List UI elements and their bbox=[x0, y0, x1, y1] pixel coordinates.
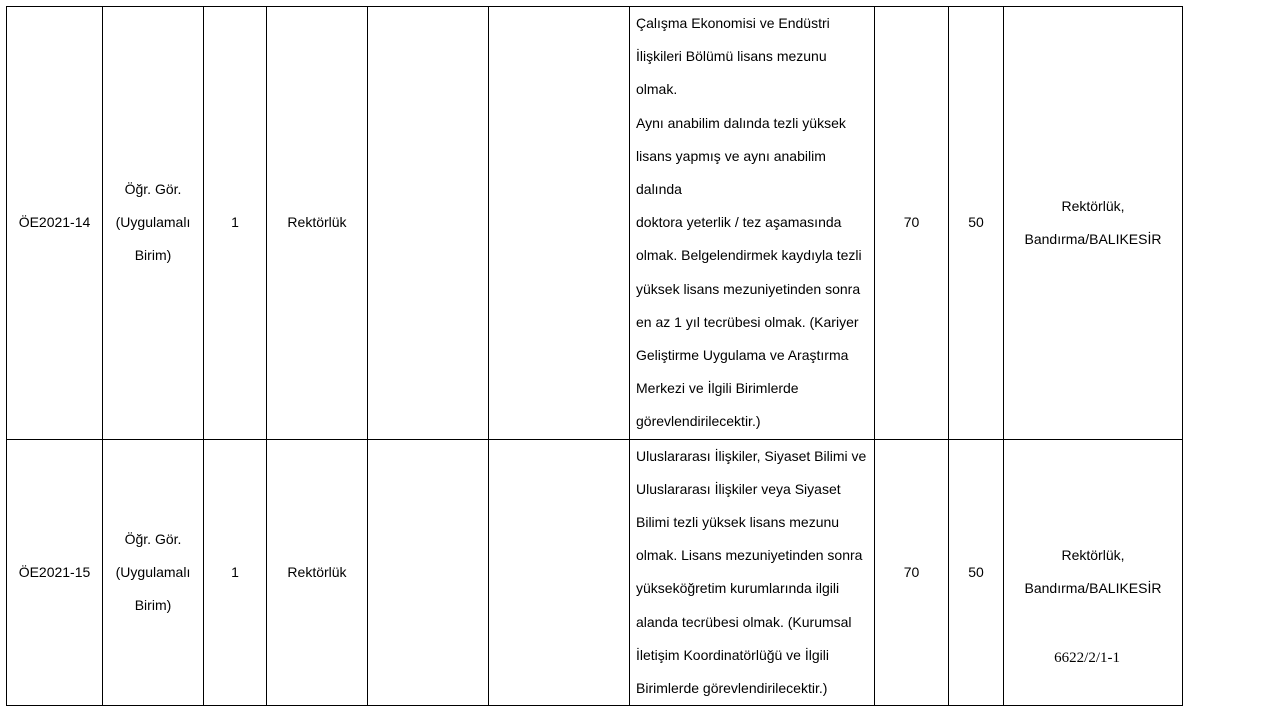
positions-table bbox=[6, 6, 1183, 706]
position-code: ÖE2021-15 bbox=[7, 439, 103, 706]
table-row bbox=[7, 7, 1183, 440]
score-2: 50 bbox=[949, 7, 1004, 440]
position-requirements: Uluslararası İlişkiler, Siyaset Bilimi ve Uluslararası İlişkiler veya Siyaset Bilimi tezli yüksek lisans mezunu olmak. Lisans mezuniyetinden sonra yükseköğretim kurumlarında ilgili alanda tecrübesi olmak. (Kurumsal İletişim Koordinatörlüğü ve İlgili Birimlerde görevlendirilecektir.) bbox=[630, 439, 875, 706]
table-row bbox=[7, 439, 1183, 706]
position-count: 1 bbox=[204, 439, 267, 706]
position-unit: Rektörlük bbox=[267, 439, 368, 706]
empty-cell bbox=[489, 7, 630, 440]
score-2: 50 bbox=[949, 439, 1004, 706]
score-1: 70 bbox=[875, 439, 949, 706]
empty-cell bbox=[489, 439, 630, 706]
position-title: Öğr. Gör. (Uygulamalı Birim) bbox=[103, 439, 204, 706]
position-count: 1 bbox=[204, 7, 267, 440]
empty-cell bbox=[368, 439, 489, 706]
document-footer-code: 6622/2/1-1 bbox=[1054, 650, 1120, 666]
position-location: Rektörlük, Bandırma/BALIKESİR bbox=[1004, 7, 1183, 440]
position-location: Rektörlük, Bandırma/BALIKESİR bbox=[1004, 439, 1183, 706]
position-title: Öğr. Gör. (Uygulamalı Birim) bbox=[103, 7, 204, 440]
position-requirements: Çalışma Ekonomisi ve Endüstri İlişkileri Bölümü lisans mezunu olmak. Aynı anabilim dalında tezli yüksek lisans yapmış ve aynı anabilim dalında doktora yeterlik / tez aşamasında olmak. Belgelendirmek kaydıyla tezli yüksek lisans mezuniyetinden sonra en az 1 yıl tecrübesi olmak. (Kariyer Geliştirme Uygulama ve Araştırma Merkezi ve İlgili Birimlerde görevlendirilecektir.) bbox=[630, 7, 875, 440]
position-code: ÖE2021-14 bbox=[7, 7, 103, 440]
empty-cell bbox=[368, 7, 489, 440]
score-1: 70 bbox=[875, 7, 949, 440]
position-unit: Rektörlük bbox=[267, 7, 368, 440]
